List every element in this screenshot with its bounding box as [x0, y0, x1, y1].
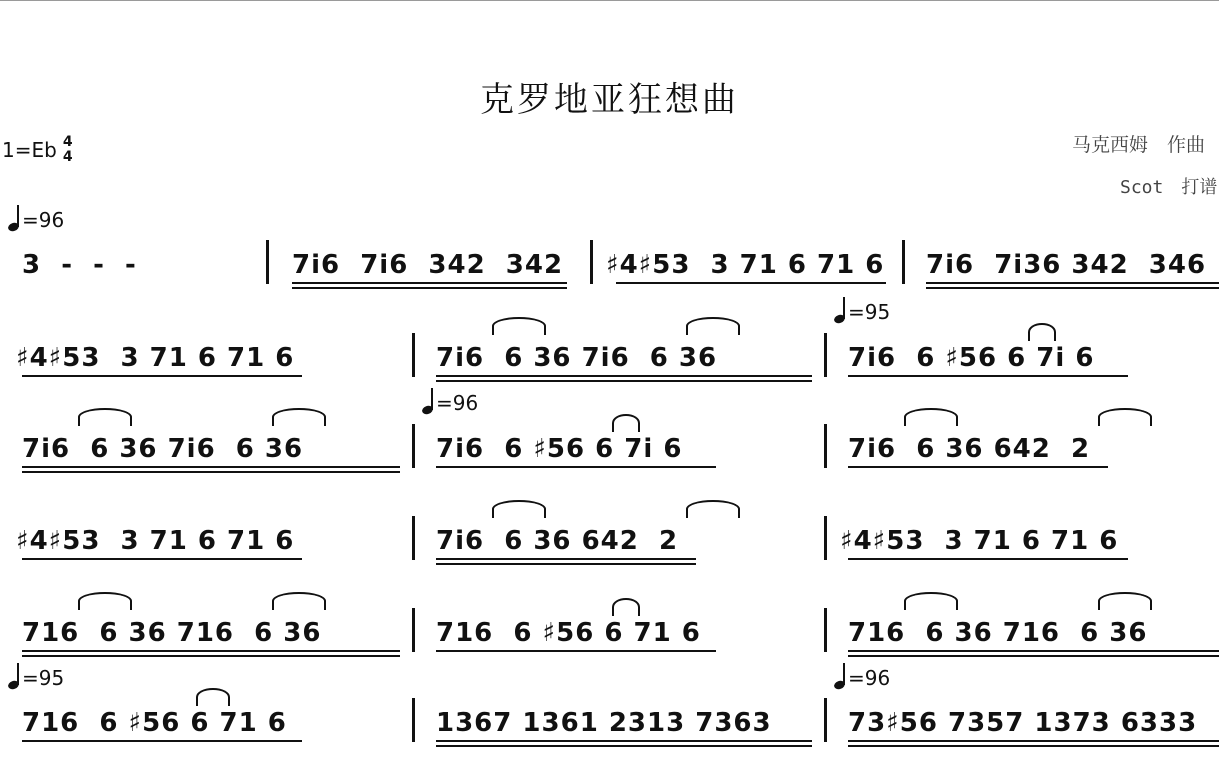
beam-underline	[292, 282, 567, 284]
beam-underline	[436, 563, 696, 565]
measure: 716 6 ♯56 6 71 6	[22, 708, 287, 738]
staff-line	[0, 516, 1219, 578]
bar-line	[824, 424, 827, 468]
tie-arc	[686, 317, 740, 335]
time-top: 4	[62, 134, 73, 150]
beam-underline	[436, 375, 812, 377]
beam-underline	[848, 375, 1128, 377]
beam-underline	[22, 558, 302, 560]
bar-line	[824, 608, 827, 652]
bar-line	[824, 698, 827, 742]
staff-line	[0, 608, 1219, 670]
measure: ♯4♯53 3 71 6 71 6	[840, 526, 1119, 556]
bar-line	[412, 698, 415, 742]
beam-underline	[848, 650, 1219, 652]
measure: 7i6 7i36 342 346	[926, 250, 1207, 280]
bar-line	[412, 516, 415, 560]
quarter-note-icon	[8, 205, 22, 231]
measure: 716 6 36 716 6 36	[22, 618, 322, 648]
measure: ♯4♯53 3 71 6 71 6	[16, 343, 295, 373]
beam-underline	[926, 282, 1219, 284]
measure: 7i6 6 ♯56 6 7i 6	[848, 343, 1095, 373]
bar-line	[902, 240, 905, 284]
tie-arc	[78, 408, 132, 426]
tie-arc	[612, 598, 640, 616]
measure: 7i6 6 36 7i6 6 36	[22, 434, 304, 464]
bar-line	[824, 516, 827, 560]
staff-line	[0, 424, 1219, 486]
tie-arc	[272, 408, 326, 426]
beam-underline	[436, 745, 812, 747]
key-signature	[2, 135, 73, 165]
beam-underline	[22, 740, 302, 742]
measure: 3 - - -	[22, 250, 137, 280]
tie-arc	[1098, 408, 1152, 426]
bar-line	[590, 240, 593, 284]
tie-arc	[78, 592, 132, 610]
measure: ♯4♯53 3 71 6 71 6	[16, 526, 295, 556]
measure: ♯4♯53 3 71 6 71 6	[606, 250, 885, 280]
measure: 716 6 36 716 6 36	[848, 618, 1148, 648]
tie-arc	[612, 414, 640, 432]
measure: 73♯56 7357 1373 6333	[848, 708, 1198, 738]
staff-line	[0, 240, 1219, 302]
tie-arc	[904, 408, 958, 426]
score-title: 克罗地亚狂想曲	[480, 80, 739, 120]
beam-underline	[292, 287, 567, 289]
beam-underline	[848, 745, 1219, 747]
bar-line	[412, 424, 415, 468]
staff-line	[0, 333, 1219, 395]
bar-line	[412, 608, 415, 652]
time-signature	[63, 135, 73, 165]
tie-arc	[904, 592, 958, 610]
beam-underline	[22, 655, 400, 657]
beam-underline	[848, 558, 1128, 560]
tempo-marking: =96	[422, 388, 478, 415]
beam-underline	[848, 466, 1108, 468]
tie-arc	[272, 592, 326, 610]
staff-line	[0, 698, 1219, 760]
beam-underline	[436, 466, 716, 468]
tempo-marking: =95	[834, 297, 890, 324]
bar-line	[266, 240, 269, 284]
beam-underline	[436, 740, 812, 742]
time-bottom: 4	[62, 149, 73, 165]
tie-arc	[1028, 323, 1056, 341]
window-top-border	[0, 0, 1219, 1]
beam-underline	[436, 380, 812, 382]
tie-arc	[196, 688, 230, 706]
measure: 7i6 7i6 342 342	[292, 250, 564, 280]
beam-underline	[848, 740, 1219, 742]
beam-underline	[22, 471, 400, 473]
tempo-marking: =96	[834, 663, 890, 690]
measure: 7i6 6 36 642 2	[436, 526, 679, 556]
measure: 7i6 6 36 642 2	[848, 434, 1091, 464]
beam-underline	[616, 282, 886, 284]
measure: 7i6 6 ♯56 6 7i 6	[436, 434, 683, 464]
beam-underline	[22, 466, 400, 468]
beam-underline	[22, 375, 302, 377]
tie-arc	[492, 317, 546, 335]
tempo-marking: =95	[8, 663, 64, 690]
beam-underline	[436, 558, 696, 560]
beam-underline	[22, 650, 400, 652]
arranger-credit: Scot 打谱	[1120, 177, 1218, 198]
measure: 7i6 6 36 7i6 6 36	[436, 343, 718, 373]
tie-arc	[1098, 592, 1152, 610]
measure: 716 6 ♯56 6 71 6	[436, 618, 701, 648]
tempo-marking: =96	[8, 205, 64, 232]
beam-underline	[848, 655, 1219, 657]
bar-line	[824, 333, 827, 377]
tie-arc	[492, 500, 546, 518]
composer-credit: 马克西姆 作曲	[1072, 134, 1206, 156]
tie-arc	[686, 500, 740, 518]
bar-line	[412, 333, 415, 377]
measure: 1367 1361 2313 7363	[436, 708, 772, 738]
beam-underline	[926, 287, 1219, 289]
key-label: 1=Eb	[2, 138, 57, 162]
beam-underline	[436, 650, 716, 652]
